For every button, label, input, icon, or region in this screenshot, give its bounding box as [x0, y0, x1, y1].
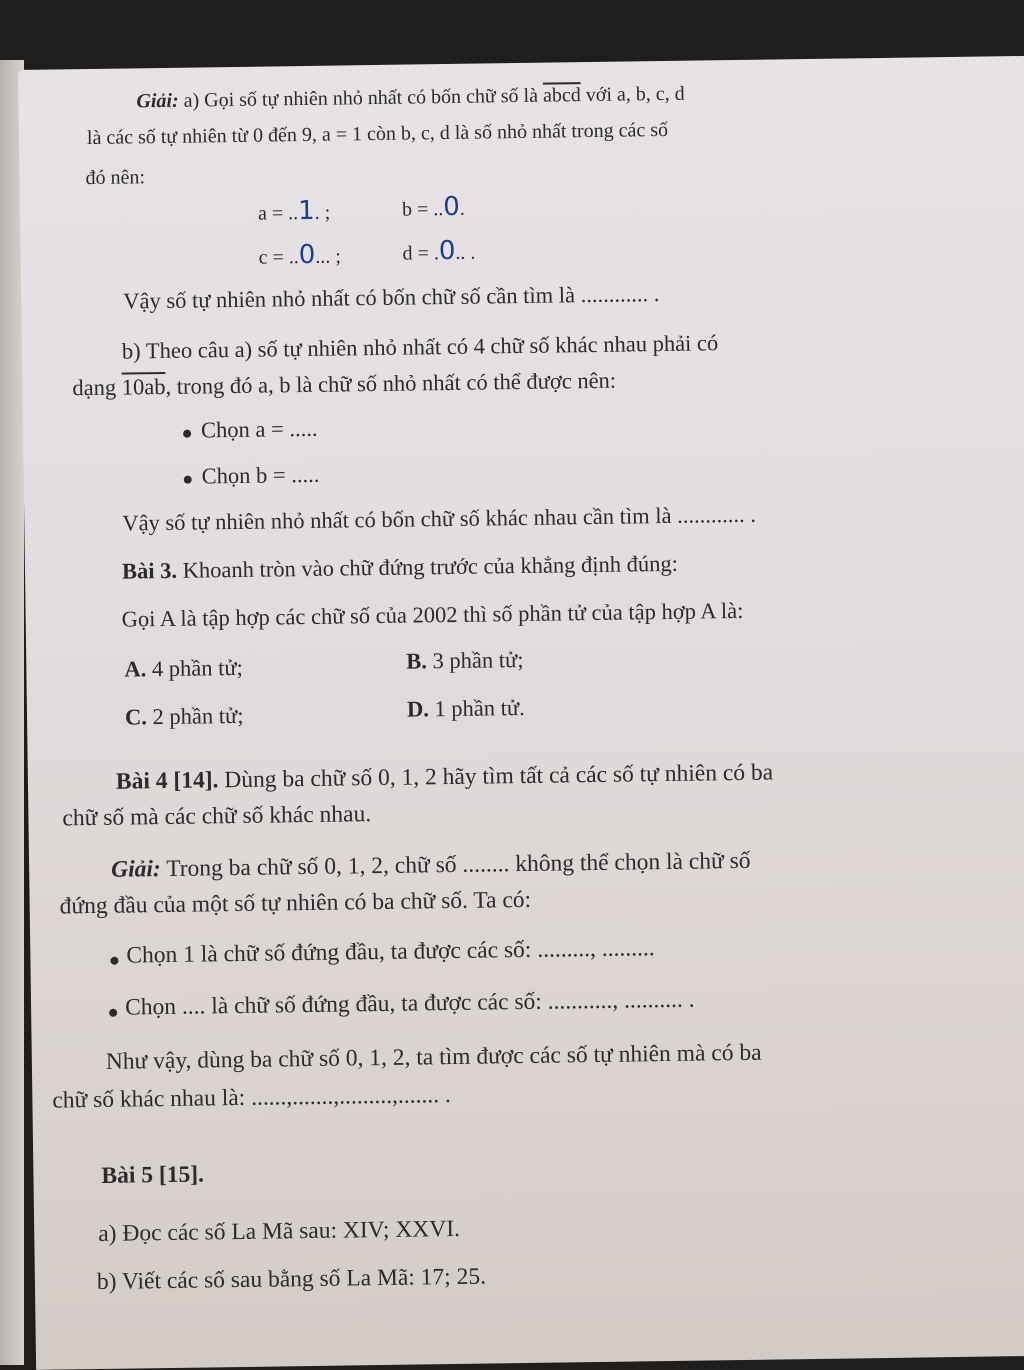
- giai-a-line1: Giải: a) Gọi số tự nhiên nhỏ nhất có bốn chữ số là abcd với a, b, c, d: [136, 82, 685, 113]
- giai-b-line1: b) Theo câu a) số tự nhiên nhỏ nhất có 4 chữ số khác nhau phải có: [121, 330, 719, 364]
- bai5-a: a) Đọc các số La Mã sau: XIV; XXVI.: [98, 1215, 461, 1247]
- choose-b: Chọn b = .....: [201, 461, 320, 489]
- handwritten-b: 0: [443, 191, 460, 223]
- bai4-giai-line2: đứng đầu của một số tự nhiên có ba chữ số. Ta có:: [59, 886, 532, 920]
- worksheet-page: [18, 56, 1024, 1370]
- value-d: d = .0.. .: [402, 235, 476, 267]
- handwritten-c: 0: [298, 239, 316, 271]
- handwritten-d: 0: [438, 235, 456, 267]
- choose-a: Chọn a = .....: [200, 415, 318, 443]
- bai3-heading: Bài 3. Khoanh tròn vào chữ đứng trước của khẳng định đúng:: [121, 550, 679, 584]
- bullet-icon: [110, 957, 118, 965]
- option-d: D. 1 phần tử.: [406, 694, 525, 722]
- bai4-summary-line2: chữ số khác nhau là: ......,.......,.........,....... .: [52, 1082, 452, 1114]
- giai-b-line2: dạng 10ab, trong đó a, b là chữ số nhỏ nhất có thể được nên:: [72, 367, 617, 401]
- bullet-icon: [184, 476, 192, 484]
- giai-a-conclusion: Vậy số tự nhiên nhỏ nhất có bốn chữ số cần tìm là ............ .: [123, 281, 660, 314]
- bai5-heading: Bài 5 [15].: [101, 1161, 205, 1189]
- giai-b-conclusion: Vậy số tự nhiên nhỏ nhất có bốn chữ số khác nhau cần tìm là ............ .: [122, 501, 757, 536]
- bullet-icon: [109, 1009, 117, 1017]
- bai4-heading: Bài 4 [14]. Dùng ba chữ số 0, 1, 2 hãy tìm tất cả các số tự nhiên có ba: [115, 759, 774, 795]
- giai-a-line2: là các số tự nhiên từ 0 đến 9, a = 1 còn b, c, d là số nhỏ nhất trong các số: [86, 118, 669, 150]
- bai4-summary-line1: Như vậy, dùng ba chữ số 0, 1, 2, ta tìm được các số tự nhiên mà có ba: [105, 1039, 762, 1075]
- value-a: a = ..1. ;: [257, 195, 331, 227]
- bai4-prompt-line2: chữ số mà các chữ số khác nhau.: [62, 801, 372, 832]
- bai4-bullet1: Chọn 1 là chữ số đứng đầu, ta được các số: ........., .........: [126, 935, 655, 969]
- option-b: B. 3 phần tử;: [406, 647, 524, 674]
- giai-a-line3: đó nên:: [85, 166, 146, 190]
- value-b: b = ..0.: [401, 191, 465, 223]
- bullet-icon: [183, 430, 191, 438]
- bai3-question: Gọi A là tập hợp các chữ số của 2002 thì số phần tử của tập hợp A là:: [121, 597, 744, 632]
- bai4-bullet2: Chọn .... là chữ số đứng đầu, ta được các số: ..........., .......... .: [124, 986, 695, 1021]
- option-c: C. 2 phần tử;: [124, 702, 244, 730]
- handwritten-a: 1: [297, 195, 315, 227]
- bai4-giai-line1: Giải: Trong ba chữ số 0, 1, 2, chữ số ........ không thể chọn là chữ số: [110, 847, 751, 883]
- bai5-b: b) Viết các số sau bằng số La Mã: 17; 25.: [96, 1263, 487, 1296]
- option-a: A. 4 phần tử;: [124, 654, 243, 682]
- value-c: c = ..0... ;: [258, 239, 342, 271]
